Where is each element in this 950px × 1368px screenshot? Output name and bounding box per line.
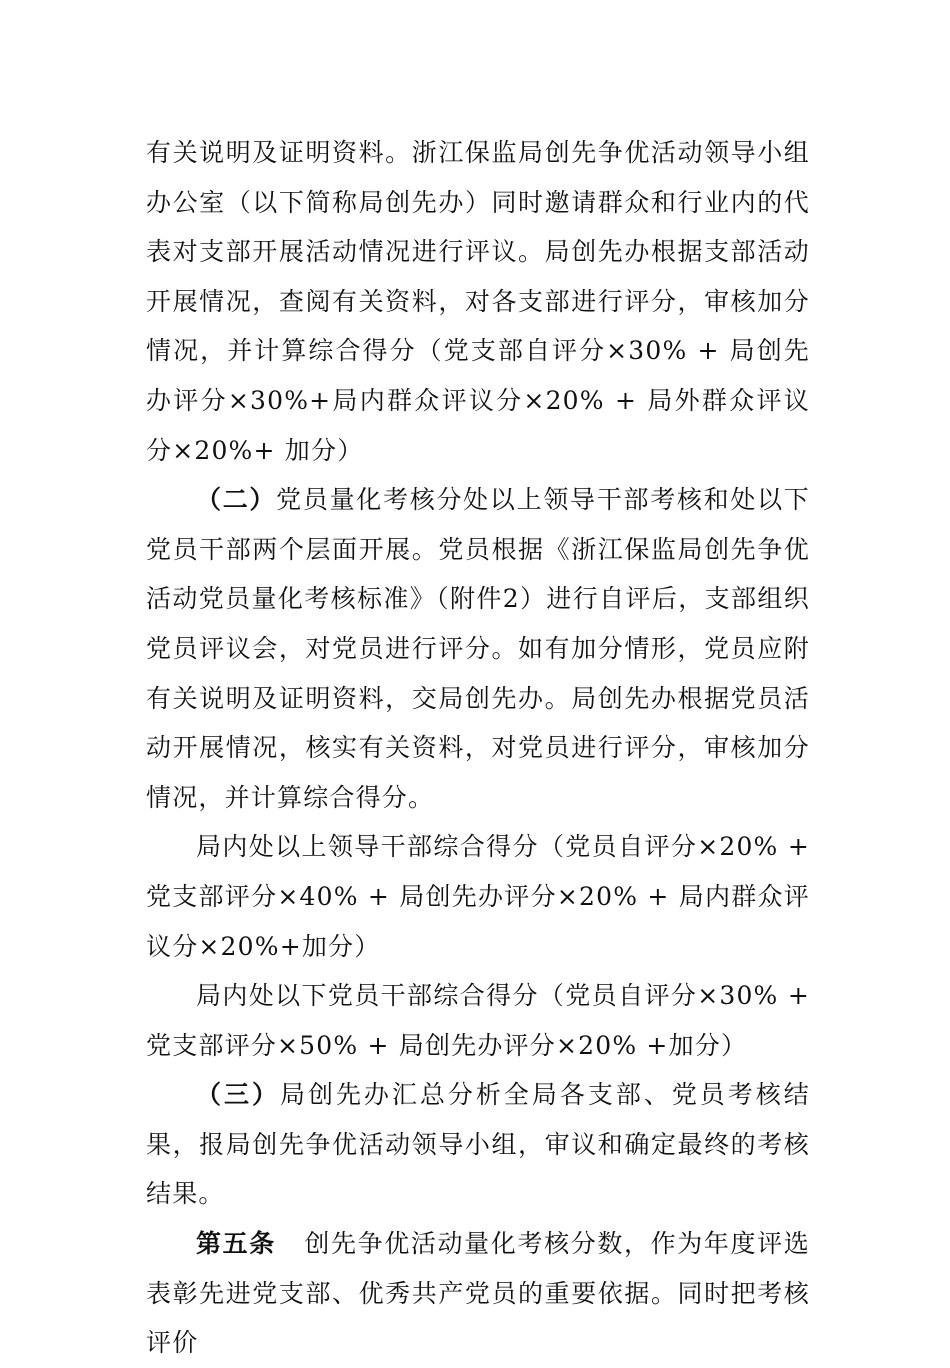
- paragraph-article-five-text: 创先争优活动量化考核分数，作为年度评选表彰先进党支部、优秀共产党员的重要依据。同时把考核评价: [146, 1229, 810, 1358]
- paragraph-branch-scoring: 有关说明及证明资料。浙江保监局创先争优活动领导小组办公室（以下简称局创先办）同时邀请群众和行业内的代表对支部开展活动情况进行评议。局创先办根据支部活动开展情况，查阅有关资料，对各支部进行评分，审核加分情况，并计算综合得分（党支部自评分×30% + 局创先办评分×30%+局内群众评议分×20% + 局外群众评议分×20%+ 加分）: [146, 138, 810, 465]
- paragraph-senior-formula: 局内处以上领导干部综合得分（党员自评分×20% + 党支部评分×40% + 局创先办评分×20% + 局内群众评议分×20%+加分）: [146, 832, 810, 961]
- section-label-two: （二）: [196, 485, 277, 515]
- paragraph-summary-text: 局创先办汇总分析全局各支部、党员考核结果，报局创先争优活动领导小组，审议和确定最终的考核结果。: [146, 1080, 810, 1209]
- document-page: [146, 128, 810, 1368]
- paragraph-member-assessment-text: 党员量化考核分处以上领导干部考核和处以下党员干部两个层面开展。党员根据《浙江保监局创先争优活动党员量化考核标准》（附件2）进行自评后，支部组织党员评议会，对党员进行评分。如有加分情形，党员应附有关说明及证明资料，交局创先办。局创先办根据党员活动开展情况，核实有关资料，对党员进行评分，审核加分情况，并计算综合得分。: [146, 485, 810, 812]
- paragraph-article-five: [146, 1219, 810, 1368]
- article-five-label: 第五条: [196, 1229, 276, 1259]
- paragraph-member-assessment: [146, 475, 810, 822]
- section-label-three: （三）: [196, 1080, 280, 1110]
- paragraph-summary: [146, 1070, 810, 1219]
- paragraph-junior-formula: 局内处以下党员干部综合得分（党员自评分×30% + 党支部评分×50% + 局创先办评分×20% +加分）: [146, 981, 810, 1060]
